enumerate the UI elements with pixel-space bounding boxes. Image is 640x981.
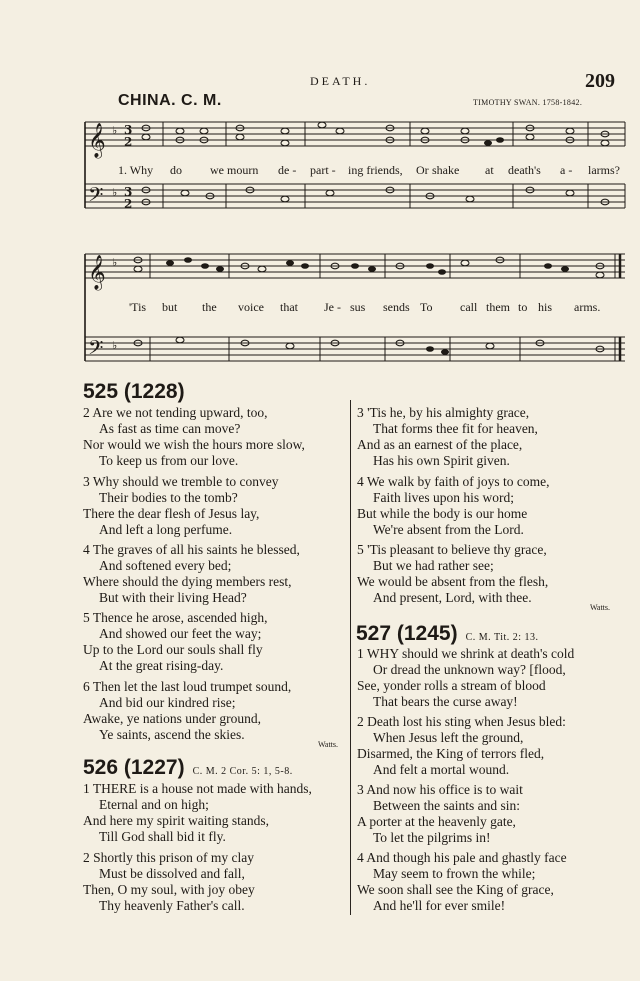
bass-clef-icon: 𝄢 — [88, 336, 104, 364]
hymn-525-right-credit: Watts. — [590, 603, 611, 612]
svg-text:3: 3 — [124, 123, 133, 137]
hymn-527-number: 527 (1245) — [356, 622, 458, 645]
system2-bass-staff — [85, 337, 625, 361]
music-score — [0, 0, 640, 380]
treble-clef-icon: 𝄞 — [88, 123, 106, 158]
bass-clef-icon: 𝄢 — [88, 183, 104, 211]
hymn-527-meta: C. M. Tit. 2: 13. — [465, 632, 539, 643]
section-title: DEATH. — [310, 74, 371, 88]
treble-clef-icon: 𝄞 — [88, 255, 106, 290]
svg-text:♭: ♭ — [112, 256, 118, 269]
column-divider — [350, 400, 351, 915]
system1-bass-staff — [85, 184, 625, 208]
noteheads — [134, 122, 609, 352]
svg-text:2: 2 — [124, 197, 133, 211]
hymn-526-heading — [83, 756, 293, 780]
hymn-527-heading — [356, 622, 539, 646]
hymn-525-number: 525 (1228) — [83, 380, 185, 403]
svg-text:♭: ♭ — [112, 186, 118, 199]
system1-treble-staff — [85, 122, 625, 146]
hymn-525-left-credit: Watts. — [318, 740, 339, 749]
svg-text:♭: ♭ — [112, 339, 118, 352]
composer-credit: TIMOTHY SWAN. 1758-1842. — [473, 98, 583, 107]
hymn-526-number: 526 (1227) — [83, 756, 185, 779]
tune-name: CHINA. C. M. — [118, 92, 222, 109]
svg-text:♭: ♭ — [112, 124, 118, 137]
page-number: 209 — [585, 70, 615, 92]
svg-text:2: 2 — [124, 135, 133, 149]
svg-text:3: 3 — [124, 185, 133, 199]
hymn-526-meta: C. M. 2 Cor. 5: 1, 5-8. — [192, 766, 293, 777]
